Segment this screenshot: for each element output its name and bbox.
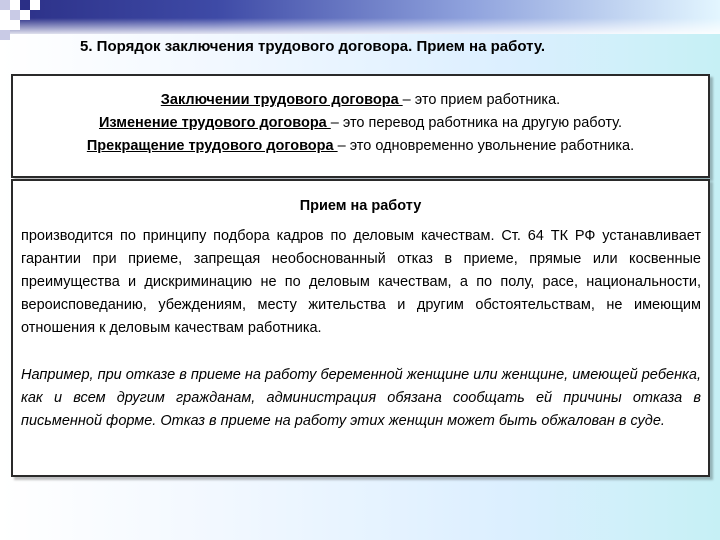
definition-termination: Прекращение трудового договора – это одновременно увольнение работника. [86,138,635,154]
hiring-box [11,179,710,477]
definition-change: Изменение трудового договора – это перевод работника на другую работу. [98,115,622,131]
hiring-example: Например, при отказе в приеме на работу беременной женщине или женщине, имеющей ребенка, как и всем другим гражданам, администрация обязана сообщать ей причины отказа в письменной форме. Отказ в приеме на работу этих женщин может быть обжалован в суде. [21,367,701,429]
top-decor-band [0,0,720,34]
definitions-box [11,74,710,178]
term-conclusion: Заключении трудового договора [160,92,403,108]
slide-title: 5. Порядок заключения трудового договора. Прием на работу. [80,38,546,55]
term-termination: Прекращение трудового договора [86,138,338,154]
decor-squares [0,0,56,56]
definition-conclusion: Заключении трудового договора – это прием работника. [160,92,561,108]
hiring-title: Прием на работу [299,198,422,214]
hiring-paragraph: производится по принципу подбора кадров по деловым качествам. Ст. 64 ТК РФ устанавливает гарантии при приеме, запрещая необоснованный отказ в приеме, прямые или косвенные преимущества и дискриминацию не по деловым качествам, а по полу, расе, национальности, вероисповеданию, убеждениям, месту жительства и другим обстоятельствам, не имеющим отношения к деловым качествам работника. [21,228,701,336]
term-change: Изменение трудового договора [98,115,331,131]
